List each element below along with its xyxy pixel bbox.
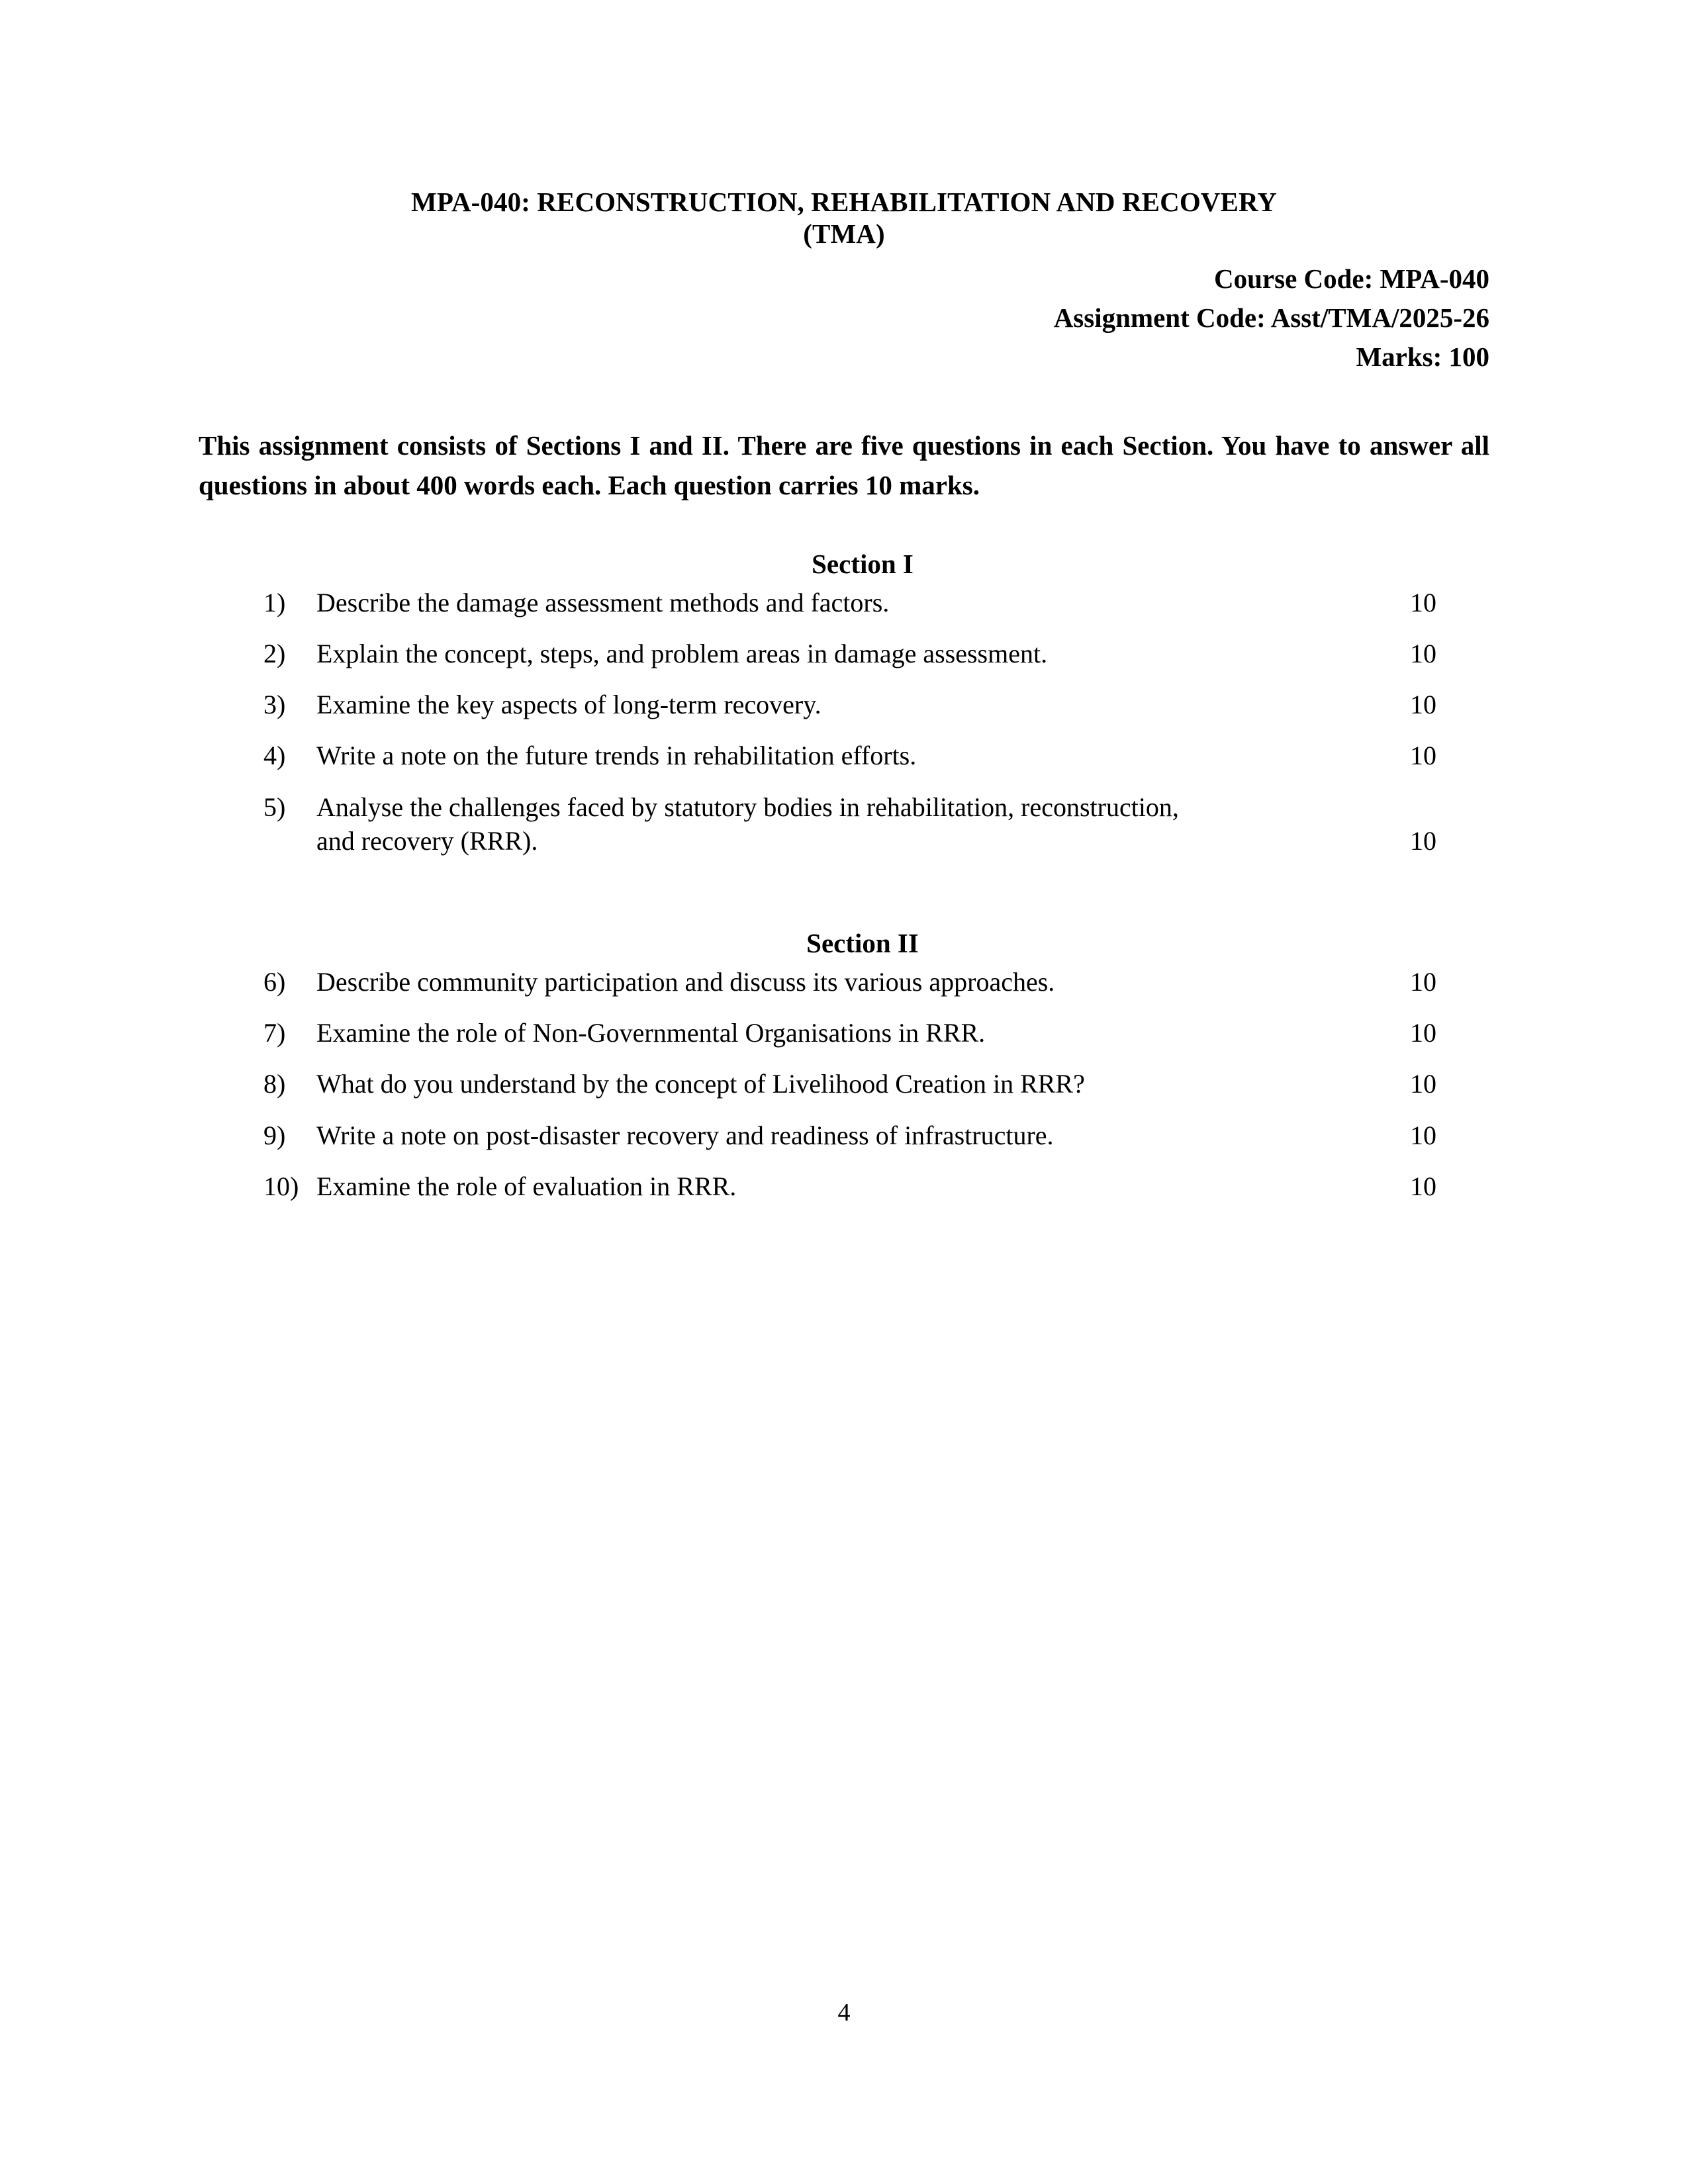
question-list-section-2 (199, 965, 1489, 1203)
question-text: Write a note on post-disaster recovery and readiness of infrastructure. (316, 1120, 1054, 1150)
question-text: Examine the key aspects of long-term recovery. (316, 690, 821, 720)
question-item (199, 637, 1489, 670)
course-code: Course Code: MPA-040 (1214, 263, 1489, 294)
question-text: Write a note on the future trends in rehabilitation efforts. (316, 741, 917, 771)
question-number: 3) (263, 690, 286, 720)
question-item (199, 790, 1489, 858)
question-item (199, 1067, 1489, 1101)
question-marks: 10 (1410, 1018, 1436, 1048)
question-item (199, 586, 1489, 619)
question-number: 1) (263, 587, 286, 617)
section-heading-1: Section I (812, 548, 914, 579)
question-marks: 10 (1410, 638, 1436, 668)
assignment-code: Assignment Code: Asst/TMA/2025-26 (1053, 302, 1489, 333)
question-item (199, 965, 1489, 999)
question-text: Examine the role of evaluation in RRR. (316, 1171, 737, 1201)
section-heading-2: Section II (806, 927, 919, 958)
question-number: 8) (263, 1069, 286, 1099)
title-line-1: MPA-040: RECONSTRUCTION, REHABILITATION AND RECOVERY (411, 187, 1277, 217)
question-item (199, 1169, 1489, 1203)
question-item (199, 1118, 1489, 1152)
assignment-meta (199, 259, 1489, 377)
question-marks: 10 (1410, 1120, 1436, 1150)
question-text-line-2: and recovery (RRR). (316, 825, 538, 856)
question-text: Describe the damage assessment methods and factors. (316, 587, 890, 617)
question-item (199, 1016, 1489, 1050)
question-list-section-1 (199, 586, 1489, 858)
question-number: 4) (263, 741, 286, 771)
document-content (199, 187, 1489, 1203)
question-marks: 10 (1410, 741, 1436, 771)
question-text: Explain the concept, steps, and problem areas in damage assessment. (316, 638, 1048, 668)
question-number: 9) (263, 1120, 286, 1150)
question-number: 6) (263, 967, 286, 997)
question-item (199, 739, 1489, 772)
question-number: 10) (263, 1171, 299, 1201)
question-marks: 10 (1410, 1171, 1436, 1201)
page-title (199, 187, 1489, 250)
question-text: Examine the role of Non-Governmental Organisations in RRR. (316, 1018, 986, 1048)
question-marks: 10 (1410, 825, 1436, 856)
question-marks: 10 (1410, 967, 1436, 997)
question-number: 2) (263, 638, 286, 668)
question-text: What do you understand by the concept of Livelihood Creation in RRR? (316, 1069, 1085, 1099)
question-text (316, 790, 1410, 858)
question-number: 5) (263, 792, 286, 822)
total-marks: Marks: 100 (1356, 341, 1489, 372)
question-marks: 10 (1410, 587, 1436, 617)
instructions-paragraph: This assignment consists of Sections I and II. There are five questions in each Section. You have to answer all questions in about 400 words each. Each question carries 10 marks. (199, 430, 1489, 501)
title-line-2: (TMA) (803, 218, 885, 249)
page-number: 4 (837, 1999, 851, 2026)
question-number: 7) (263, 1018, 286, 1048)
question-item (199, 688, 1489, 721)
question-marks: 10 (1410, 690, 1436, 720)
question-text: Describe community participation and discuss its various approaches. (316, 967, 1055, 997)
question-text-line-1: Analyse the challenges faced by statutory bodies in rehabilitation, reconstruction, (316, 792, 1179, 822)
question-marks: 10 (1410, 1069, 1436, 1099)
